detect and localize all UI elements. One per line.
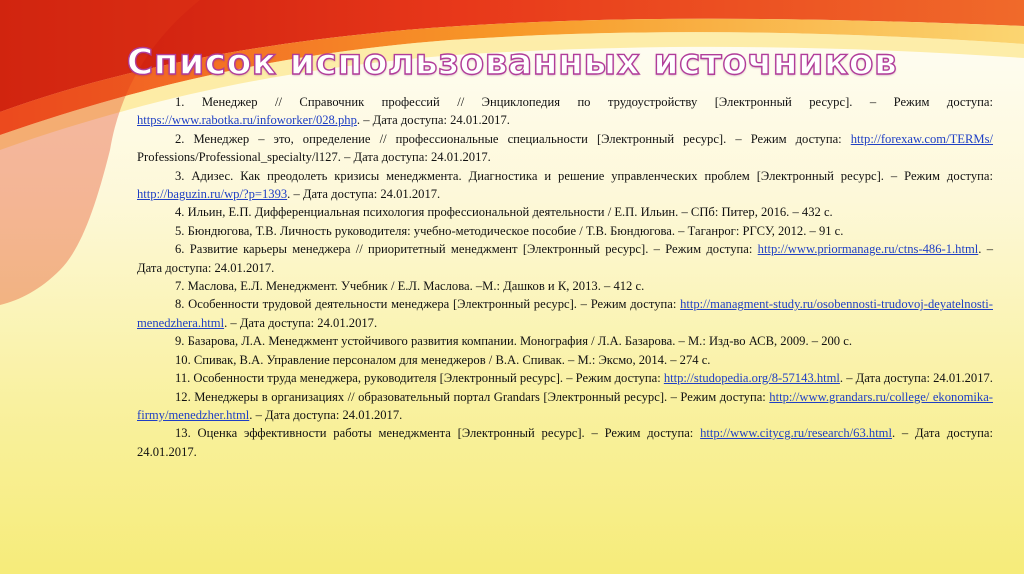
reference-text: 13. Оценка эффективности работы менеджмента [Электронный ресурс]. – Режим доступа: [175,426,701,441]
page-title: Список использованных источников [126,42,898,83]
reference-item [137,240,993,277]
reference-date: . – Дата доступа: 24.01.2017. [287,187,441,202]
reference-link[interactable]: https://www.rabotka.ru/infoworker/028.php [137,113,357,128]
reference-date: . – Дата доступа: 24.01.2017. [839,371,993,386]
reference-text: 2. Менеджер – это, определение // профессиональные специальности [Электронный ресурс]. – Режим доступа: [175,131,851,146]
reference-text: 4. Ильин, Е.П. Дифференциальная психология профессиональной деятельности / Е.П. Ильин. – СПб: Питер, 2016. – 432 с. [175,205,833,220]
reference-text: 8. Особенности трудовой деятельности менеджера [Электронный ресурс]. – Режим доступа: [175,297,681,312]
reference-text: 12. Менеджеры в организациях // образовательный портал Grandars [Электронный ресурс]. – Режим доступа: [175,389,770,404]
reference-item [137,388,993,425]
reference-date: . – Дата доступа: 24.01.2017. [137,426,993,459]
reference-list [137,93,993,461]
reference-item [137,295,993,332]
reference-item [137,277,993,295]
reference-date: . – Дата доступа: 24.01.2017. [224,315,378,330]
reference-date: Professions/Professional_specialty/l127. – Дата доступа: 24.01.2017. [137,150,491,165]
reference-item [137,369,993,387]
reference-link[interactable]: http://www.grandars.ru/college/ ekonomika-firmy/menedzher.html [137,389,993,422]
reference-text: 10. Спивак, В.А. Управление персоналом для менеджеров / В.А. Спивак. – М.: Эксмо, 2014. – 274 с. [175,352,711,367]
reference-text: 1. Менеджер // Справочник профессий // Энциклопедия по трудоустройству [Электронный ресурс]. – Режим доступа: [175,95,993,109]
reference-text: 5. Бюндюгова, Т.В. Личность руководителя: учебно-методическое пособие / Т.В. Бюндюгова. – Таганрог: РГСУ, 2012. – 91 с. [175,223,844,238]
reference-item [137,424,993,461]
reference-link[interactable]: http://forexaw.com/TERMs/ [850,131,993,146]
reference-text: 3. Адизес. Как преодолеть кризисы менеджмента. Диагностика и решение управленческих проблем [Электронный ресурс]. – Режим доступа: [175,168,993,183]
reference-text: 6. Развитие карьеры менеджера // приоритетный менеджмент [Электронный ресурс]. – Режим доступа: [175,242,758,257]
reference-text: 7. Маслова, Е.Л. Менеджмент. Учебник / Е.Л. Маслова. –М.: Дашков и К, 2013. – 412 с. [175,279,645,294]
reference-link[interactable]: http://managment-study.ru/osobennosti-trudovoj-deyatelnosti-menedzhera.html [137,297,993,330]
reference-date: . – Дата доступа: 24.01.2017. [356,113,510,128]
reference-item [137,167,993,204]
reference-date: . – Дата доступа: 24.01.2017. [137,242,993,275]
reference-link[interactable]: http://baguzin.ru/wp/?p=1393 [137,187,288,202]
reference-link[interactable]: http://www.priormanage.ru/ctns-486-1.html [757,242,979,257]
reference-text: 9. Базарова, Л.А. Менеджмент устойчивого развития компании. Монография / Л.А. Базарова. – М.: Изд-во АСВ, 2009. – 200 с. [175,334,852,349]
reference-item [137,203,993,221]
reference-item [137,351,993,369]
reference-text: 11. Особенности труда менеджера, руководителя [Электронный ресурс]. – Режим доступа: [175,371,664,386]
reference-item [137,332,993,350]
reference-item [137,130,993,167]
reference-link[interactable]: http://www.citycg.ru/research/63.html [700,426,892,441]
reference-item [137,93,993,130]
reference-item [137,222,993,240]
reference-date: . – Дата доступа: 24.01.2017. [249,407,403,422]
reference-link[interactable]: http://studopedia.org/8-57143.html [663,371,840,386]
